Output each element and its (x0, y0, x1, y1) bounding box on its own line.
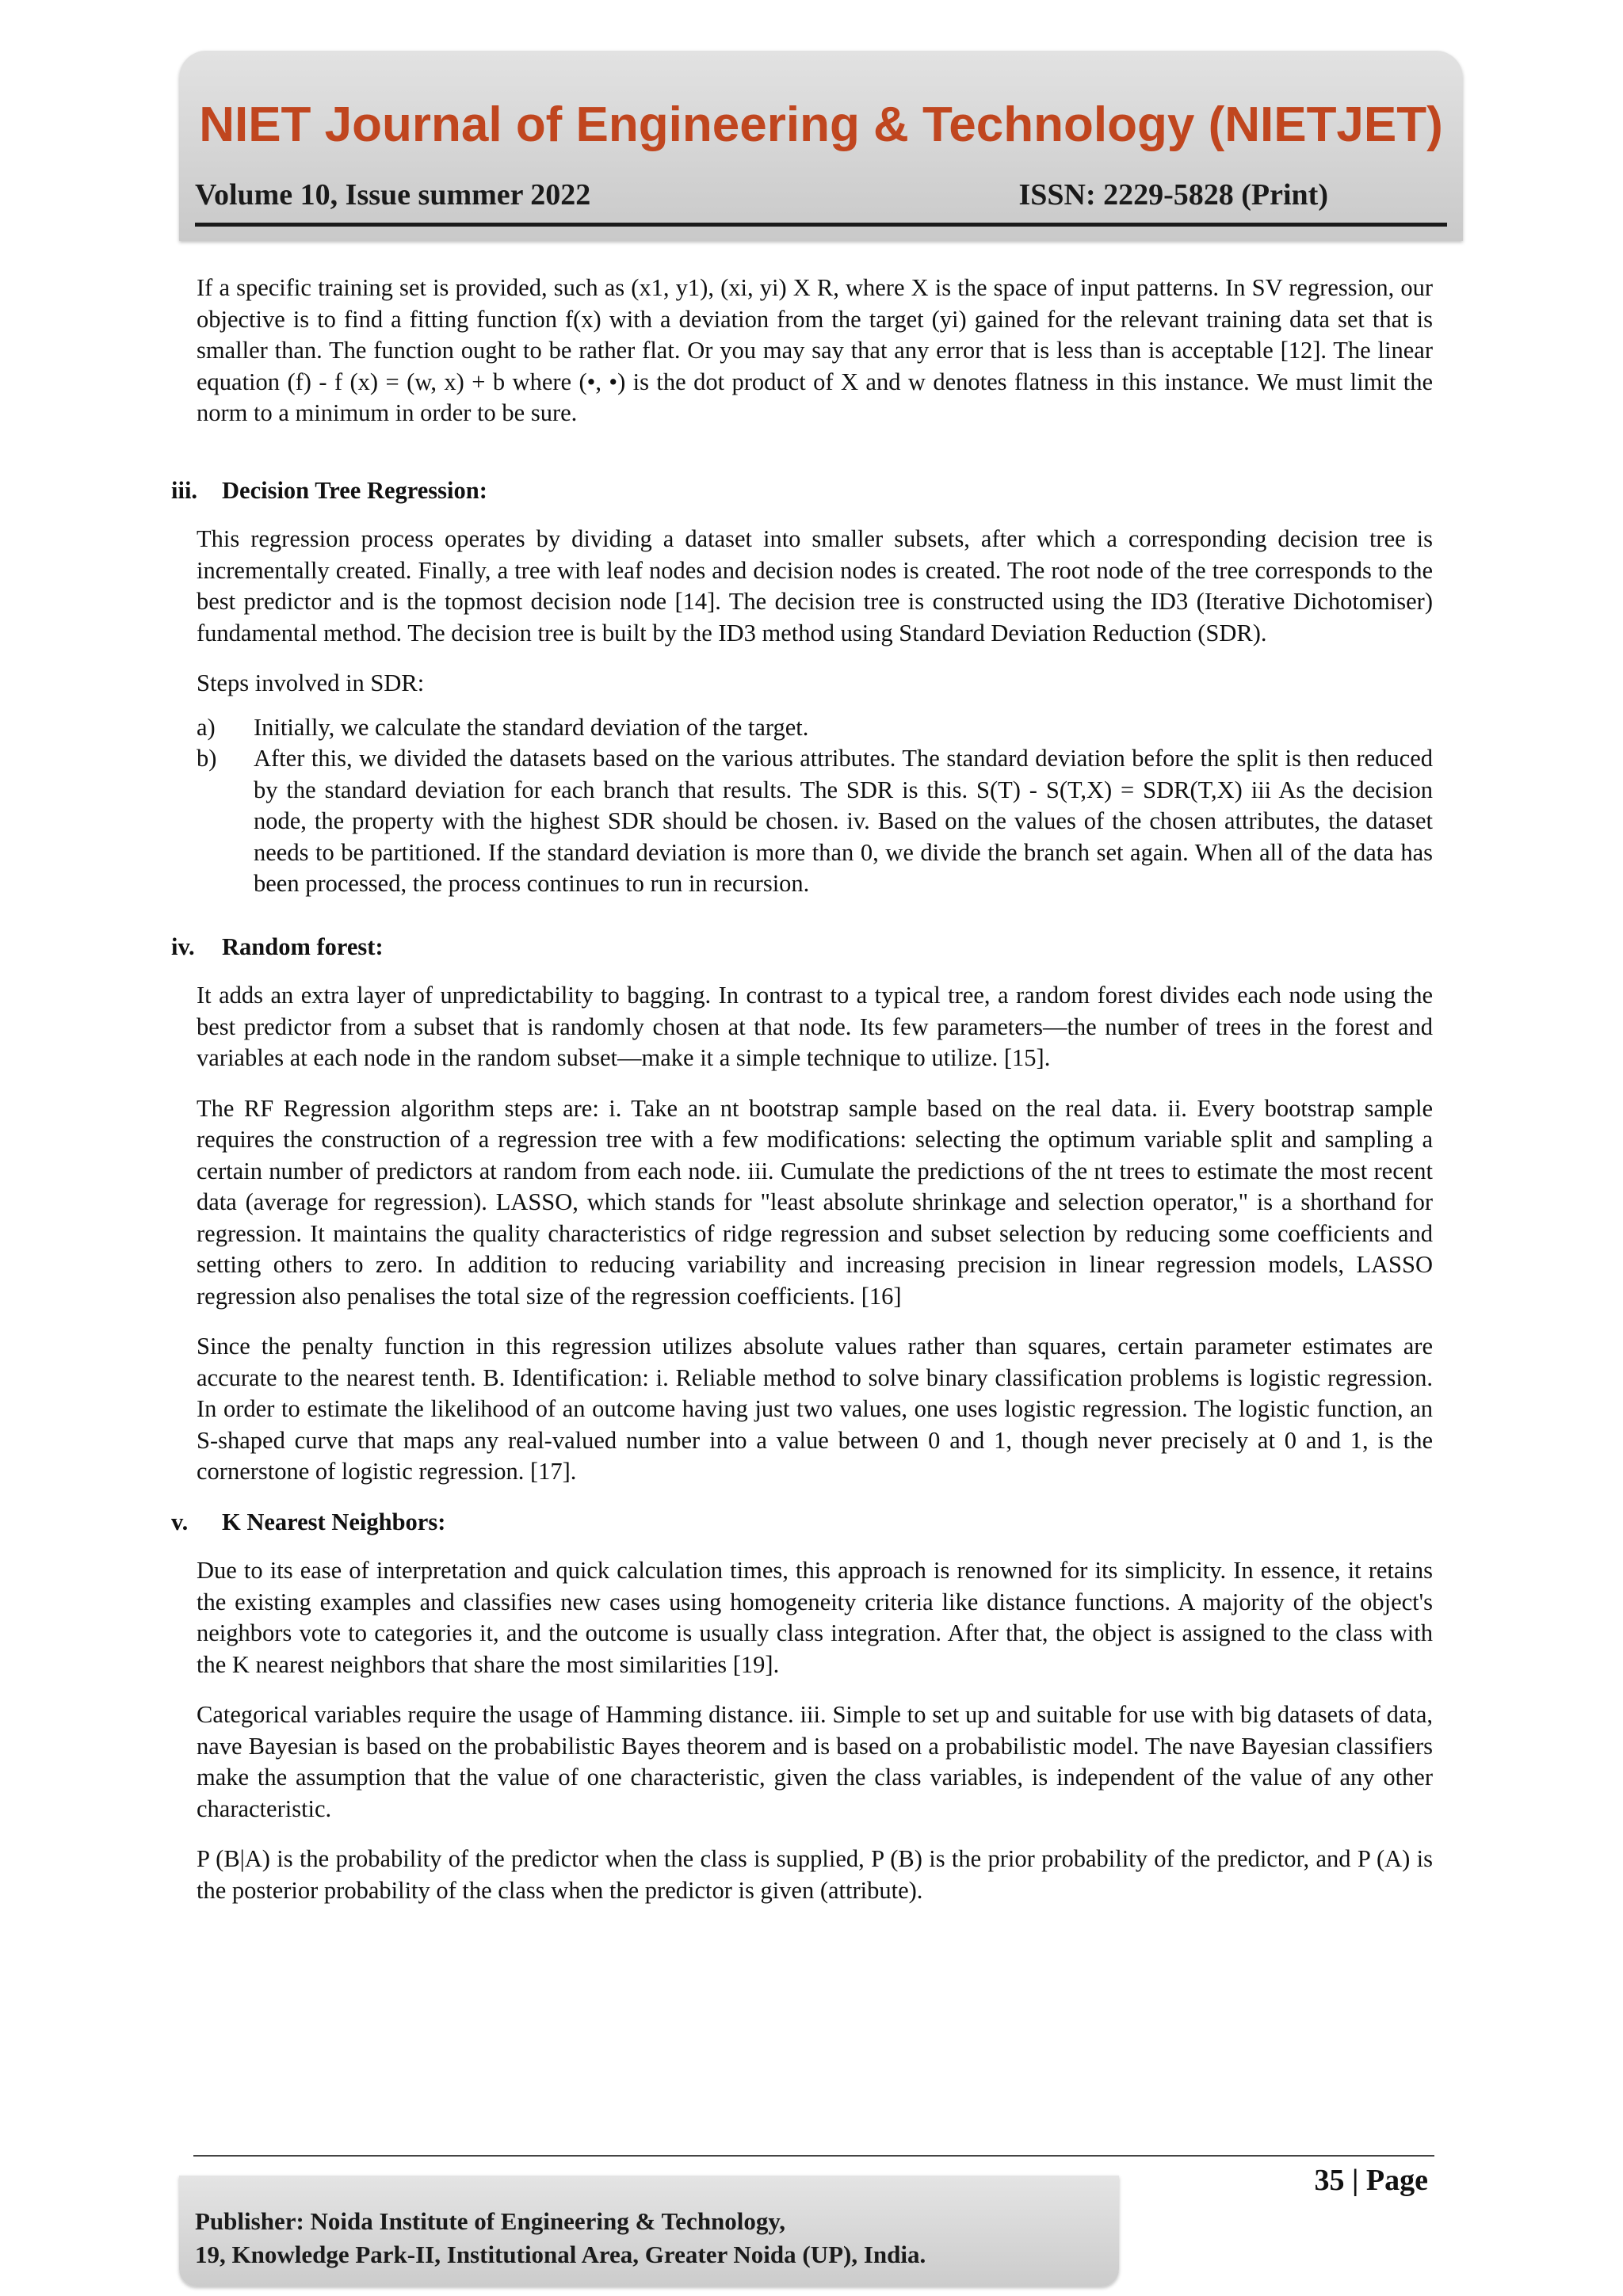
paragraph: P (B|A) is the probability of the predictor when the class is supplied, P (B) is the prior probability of the predictor, and P (A) is the posterior probability of the class when the predictor is given (attribute). (197, 1845, 1433, 1904)
step-label: b) (197, 745, 217, 772)
publisher-footer (179, 2176, 1119, 2286)
issn: ISSN: 2229-5828 (Print) (1018, 178, 1328, 212)
header-divider (195, 223, 1447, 227)
paragraph: It adds an extra layer of unpredictability to bagging. In contrast to a typical tree, a random forest divides each node using the best predictor from a subset that is randomly chosen at that node. Its few parameters—the number of trees in the forest and variables at each node in the random subset—make it a simple technique to utilize. [15]. (197, 982, 1433, 1071)
step-text: Initially, we calculate the standard deviation of the target. (254, 713, 809, 741)
paragraph: This regression process operates by dividing a dataset into smaller subsets, after which a corresponding decision tree is incrementally created. Finally, a tree with leaf nodes and decision nodes is created. The root node of the tree corresponds to the best predictor and is the topmost decision node [14]. The decision tree is constructed using the ID3 (Iterative Dichotomiser) fundamental method. The decision tree is built by the ID3 method using Standard Deviation Reduction (SDR). (197, 525, 1433, 646)
journal-title: NIET Journal of Engineering & Technology (NIETJET) (199, 97, 1443, 152)
section-number: iii. (171, 476, 198, 504)
article-body (171, 273, 1433, 1925)
section-title: K Nearest Neighbors: (222, 1508, 446, 1535)
list-item (197, 712, 1433, 744)
page-number: 35 | Page (1314, 2164, 1428, 2197)
paragraph: Due to its ease of interpretation and quick calculation times, this approach is renowned for its simplicity. In essence, it retains the existing examples and classifies new cases using homogeneity criteria like distance functions. A majority of the object's neighbors vote to categories it, and the outcome is usually class integration. After that, the object is assigned to the class with the K nearest neighbors that share the most similarities [19]. (197, 1557, 1433, 1678)
list-item (197, 743, 1433, 900)
intro-paragraph: If a specific training set is provided, such as (x1, y1), (xi, yi) X R, where X is the space of input patterns. In SV regression, our objective is to find a fitting function f(x) with a deviation from the target (yi) gained for the relevant training data set that is smaller than. The function ought to be rather flat. Or you may say that any error that is less than is acceptable [12]. The linear equation (f) - f (x) = (w, x) + b where (•, •) is the dot product of X and w denotes flatness in this instance. We must limit the norm to a minimum in order to be sure. (197, 274, 1433, 426)
paragraph: Since the penalty function in this regression utilizes absolute values rather than squares, certain parameter estimates are accurate to the nearest tenth. B. Identification: i. Reliable method to solve binary classification problems is logistic regression. In order to estimate the likelihood of an outcome having just two values, one uses logistic regression. The logistic function, an S-shaped curve that maps any real-valued number into a value between 0 and 1, though never precisely at 0 and 1, is the cornerstone of logistic regression. [17]. (197, 1333, 1433, 1485)
section-title: Decision Tree Regression: (222, 476, 487, 504)
paragraph: The RF Regression algorithm steps are: i. Take an nt bootstrap sample based on the real data. ii. Every bootstrap sample requires the construction of a regression tree with a few modifications: selecting the optimum variable split and sampling a certain number of predictors at random from each node. iii. Cumulate the predictions of the nt trees to estimate the most recent data (average for regression). LASSO, which stands for "least absolute shrinkage and selection operator," is a shorthand for regression. It maintains the quality characteristics of ridge regression and subset selection by reducing some coefficients and setting others to zero. In addition to reducing variability and increasing precision in linear regression models, LASSO regression also penalises the total size of the regression coefficients. [16] (197, 1094, 1433, 1310)
step-label: a) (197, 713, 216, 741)
section-heading-knn (171, 1507, 1433, 1539)
section-heading-decision-tree (171, 475, 1433, 507)
publisher-name: Publisher: Noida Institute of Engineering & Technology, (195, 2207, 785, 2235)
section-title: Random forest: (222, 933, 384, 960)
section-heading-random-forest (171, 932, 1433, 963)
section-number: v. (171, 1508, 189, 1535)
paragraph: Steps involved in SDR: (197, 669, 425, 696)
footer-divider (193, 2155, 1434, 2157)
section-number: iv. (171, 933, 195, 960)
step-text: After this, we divided the datasets based on the various attributes. The standard deviation before the split is then reduced by the standard deviation for each branch that results. The SDR is this. S(T) - S(T,X) = SDR(T,X) iii As the decision node, the property with the highest SDR should be chosen. iv. Based on the values of the chosen attributes, the dataset needs to be partitioned. If the standard deviation is more than 0, we divide the branch set again. When all of the data has been processed, the process continues to run in recursion. (254, 745, 1433, 897)
publisher-address: 19, Knowledge Park-II, Institutional Area, Greater Noida (UP), India. (195, 2241, 926, 2268)
journal-header (179, 51, 1463, 241)
paragraph: Categorical variables require the usage of Hamming distance. iii. Simple to set up and suitable for use with big datasets of data, nave Bayesian is based on the probabilistic Bayes theorem and is based on a probabilistic model. The nave Bayesian classifiers make the assumption that the value of one characteristic, given the class variables, is independent of the value of any other characteristic. (197, 1701, 1433, 1822)
volume-issue: Volume 10, Issue summer 2022 (195, 178, 591, 212)
sdr-steps-list (197, 712, 1433, 900)
